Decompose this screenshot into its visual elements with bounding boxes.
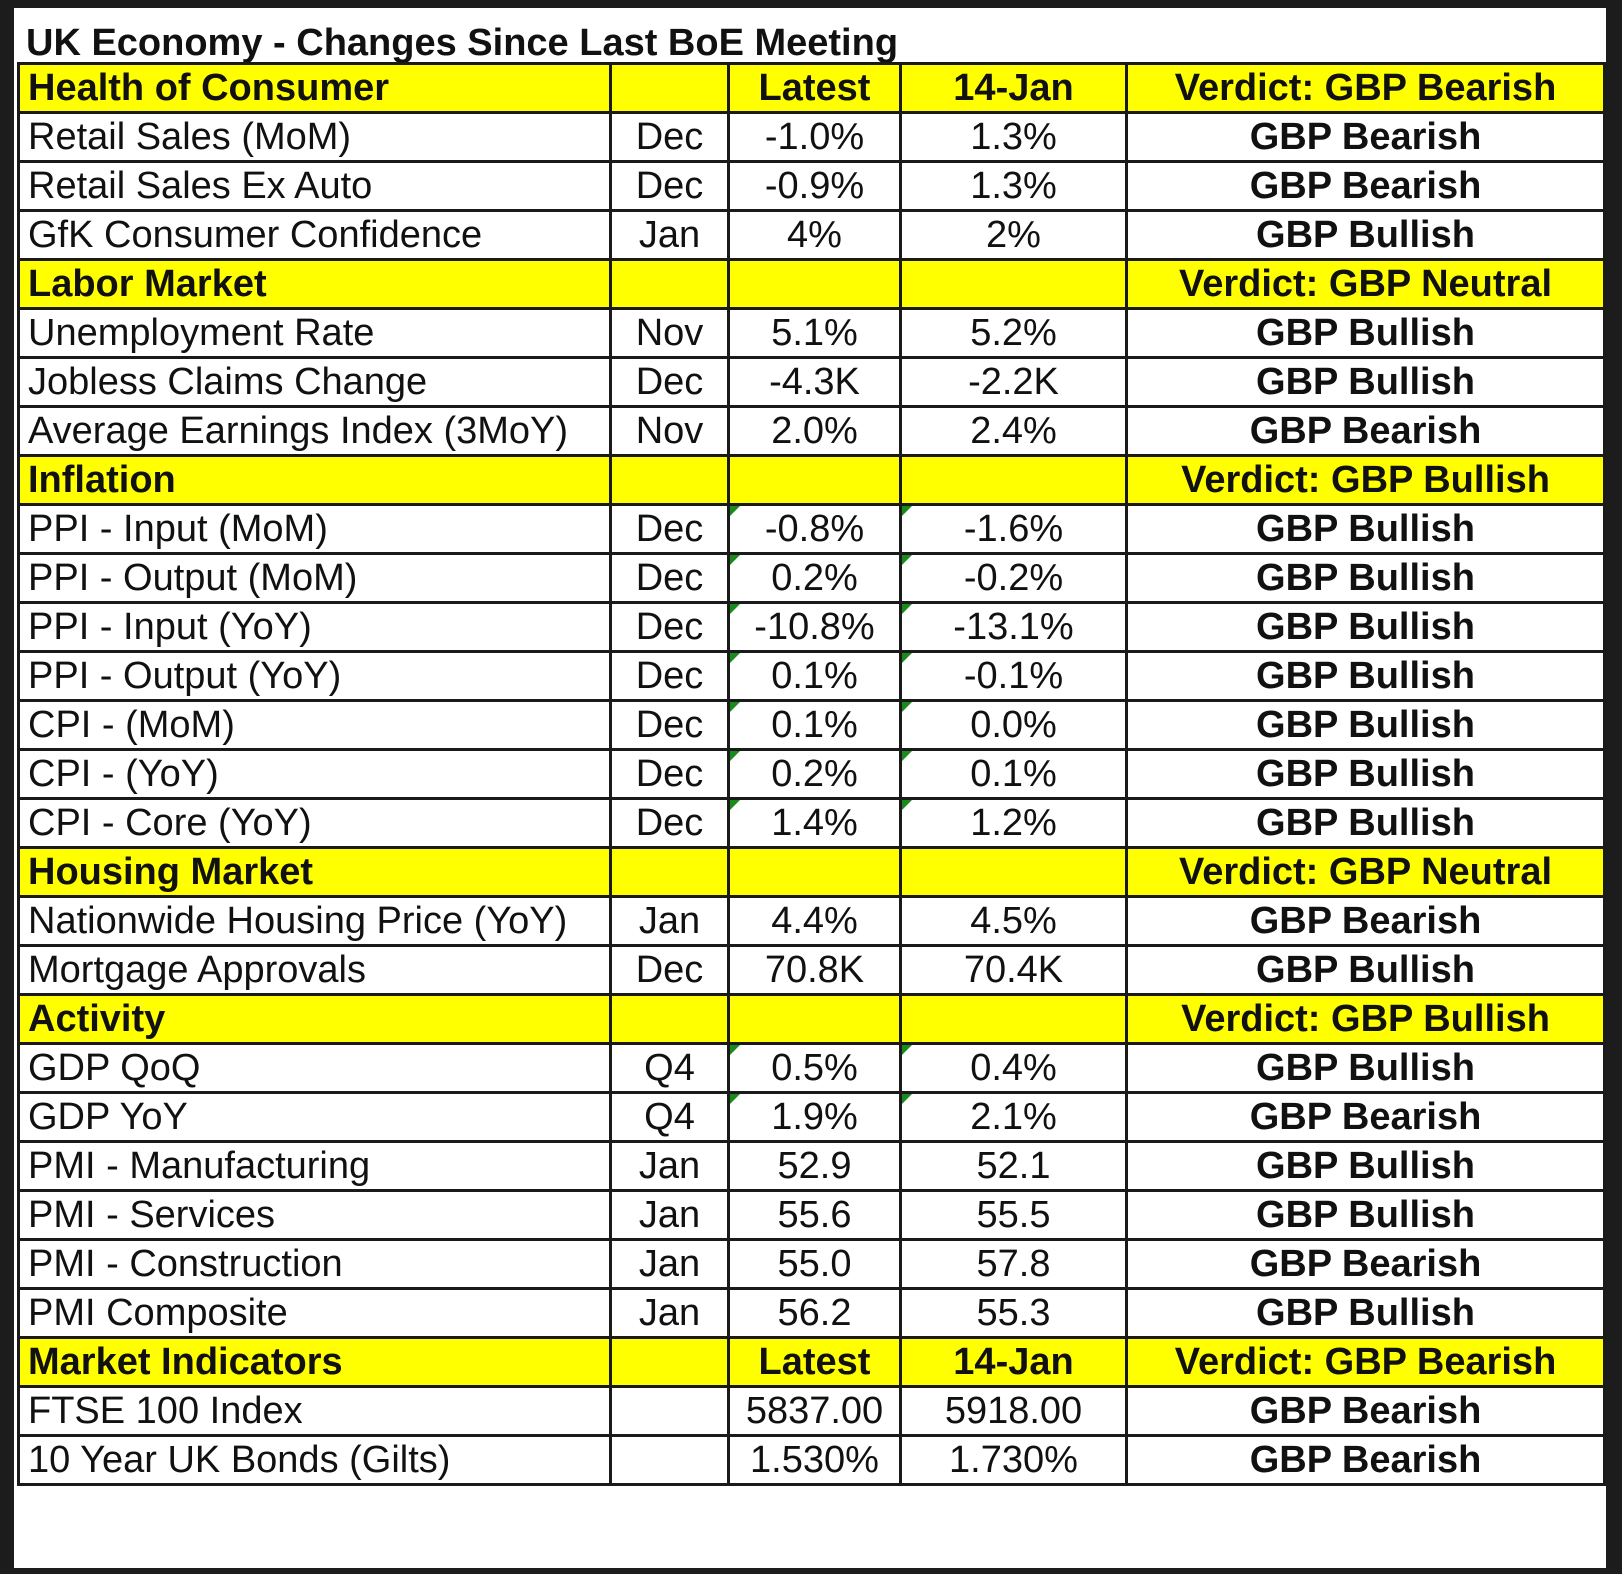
table-row [19, 1093, 1605, 1142]
period-cell [611, 1436, 729, 1485]
table-row [19, 1044, 1605, 1093]
previous-value-cell: 1.730% [901, 1436, 1127, 1485]
period-cell: Nov [611, 407, 729, 456]
previous-value-cell: 70.4K [901, 946, 1127, 995]
previous-value-cell: 2% [901, 211, 1127, 260]
latest-value-cell: -10.8% [729, 603, 901, 652]
verdict-cell: GBP Bullish [1127, 554, 1605, 603]
table-row [19, 652, 1605, 701]
latest-value-cell: 0.1% [729, 652, 901, 701]
latest-value-cell: -4.3K [729, 358, 901, 407]
previous-value-cell: 0.0% [901, 701, 1127, 750]
previous-value-cell: 52.1 [901, 1142, 1127, 1191]
latest-value-cell: 0.5% [729, 1044, 901, 1093]
table-row [19, 1436, 1605, 1485]
period-cell: Dec [611, 946, 729, 995]
latest-value-cell: -0.9% [729, 162, 901, 211]
period-cell [611, 1387, 729, 1436]
section-indicator-name-cell: Labor Market [19, 260, 611, 309]
table-row [19, 701, 1605, 750]
indicator-name-cell: PMI - Services [19, 1191, 611, 1240]
period-cell: Dec [611, 162, 729, 211]
verdict-cell: GBP Bearish [1127, 1240, 1605, 1289]
verdict-cell: GBP Bullish [1127, 701, 1605, 750]
period-cell: Q4 [611, 1044, 729, 1093]
period-cell: Dec [611, 603, 729, 652]
indicator-name-cell: PPI - Output (YoY) [19, 652, 611, 701]
indicator-name-cell: Retail Sales (MoM) [19, 113, 611, 162]
latest-value-cell: 1.530% [729, 1436, 901, 1485]
spreadsheet-image [14, 8, 1606, 1568]
indicator-name-cell: PPI - Input (YoY) [19, 603, 611, 652]
previous-value-cell: 1.3% [901, 113, 1127, 162]
section-header-row [19, 1338, 1605, 1387]
indicator-name-cell: PMI - Construction [19, 1240, 611, 1289]
section-latest-value-cell [729, 456, 901, 505]
section-verdict-cell: Verdict: GBP Neutral [1127, 260, 1605, 309]
verdict-cell: GBP Bullish [1127, 799, 1605, 848]
indicator-name-cell: Retail Sales Ex Auto [19, 162, 611, 211]
page-title: UK Economy - Changes Since Last BoE Meeting [26, 22, 899, 64]
verdict-cell: GBP Bearish [1127, 113, 1605, 162]
period-cell: Nov [611, 309, 729, 358]
verdict-cell: GBP Bullish [1127, 1142, 1605, 1191]
section-previous-value-cell: 14-Jan [901, 64, 1127, 113]
indicator-name-cell: CPI - (YoY) [19, 750, 611, 799]
section-indicator-name-cell: Health of Consumer [19, 64, 611, 113]
verdict-cell: GBP Bullish [1127, 1191, 1605, 1240]
section-previous-value-cell [901, 848, 1127, 897]
previous-value-cell: 2.1% [901, 1093, 1127, 1142]
table-row [19, 1387, 1605, 1436]
period-cell: Dec [611, 652, 729, 701]
verdict-cell: GBP Bearish [1127, 1093, 1605, 1142]
previous-value-cell: -0.1% [901, 652, 1127, 701]
latest-value-cell: 52.9 [729, 1142, 901, 1191]
section-period-cell [611, 995, 729, 1044]
section-period-cell [611, 1338, 729, 1387]
previous-value-cell: 1.3% [901, 162, 1127, 211]
period-cell: Dec [611, 554, 729, 603]
section-verdict-cell: Verdict: GBP Neutral [1127, 848, 1605, 897]
latest-value-cell: 56.2 [729, 1289, 901, 1338]
section-latest-value-cell [729, 995, 901, 1044]
section-header-row [19, 848, 1605, 897]
table-row [19, 1142, 1605, 1191]
indicator-name-cell: GfK Consumer Confidence [19, 211, 611, 260]
indicator-name-cell: CPI - Core (YoY) [19, 799, 611, 848]
verdict-cell: GBP Bearish [1127, 407, 1605, 456]
period-cell: Dec [611, 701, 729, 750]
table-row [19, 1289, 1605, 1338]
previous-value-cell: -2.2K [901, 358, 1127, 407]
period-cell: Jan [611, 211, 729, 260]
latest-value-cell: 0.2% [729, 750, 901, 799]
verdict-cell: GBP Bullish [1127, 1044, 1605, 1093]
section-latest-value-cell: Latest [729, 1338, 901, 1387]
latest-value-cell: 4.4% [729, 897, 901, 946]
section-period-cell [611, 848, 729, 897]
section-previous-value-cell: 14-Jan [901, 1338, 1127, 1387]
indicator-name-cell: CPI - (MoM) [19, 701, 611, 750]
indicator-name-cell: PPI - Input (MoM) [19, 505, 611, 554]
table-row [19, 162, 1605, 211]
latest-value-cell: -1.0% [729, 113, 901, 162]
previous-value-cell: 5.2% [901, 309, 1127, 358]
table-row [19, 211, 1605, 260]
verdict-cell: GBP Bullish [1127, 309, 1605, 358]
indicator-name-cell: 10 Year UK Bonds (Gilts) [19, 1436, 611, 1485]
verdict-cell: GBP Bullish [1127, 1289, 1605, 1338]
section-period-cell [611, 456, 729, 505]
period-cell: Jan [611, 1240, 729, 1289]
period-cell: Jan [611, 897, 729, 946]
latest-value-cell: 2.0% [729, 407, 901, 456]
previous-value-cell: 5918.00 [901, 1387, 1127, 1436]
section-verdict-cell: Verdict: GBP Bullish [1127, 456, 1605, 505]
section-header-row [19, 64, 1605, 113]
section-verdict-cell: Verdict: GBP Bullish [1127, 995, 1605, 1044]
latest-value-cell: 0.1% [729, 701, 901, 750]
section-latest-value-cell [729, 848, 901, 897]
latest-value-cell: 5.1% [729, 309, 901, 358]
latest-value-cell: 0.2% [729, 554, 901, 603]
period-cell: Jan [611, 1289, 729, 1338]
latest-value-cell: 1.4% [729, 799, 901, 848]
table-row [19, 603, 1605, 652]
table-row [19, 505, 1605, 554]
indicator-name-cell: Jobless Claims Change [19, 358, 611, 407]
latest-value-cell: 70.8K [729, 946, 901, 995]
table-row [19, 946, 1605, 995]
previous-value-cell: 55.5 [901, 1191, 1127, 1240]
table-row [19, 554, 1605, 603]
section-period-cell [611, 260, 729, 309]
section-verdict-cell: Verdict: GBP Bearish [1127, 1338, 1605, 1387]
previous-value-cell: 0.4% [901, 1044, 1127, 1093]
verdict-cell: GBP Bullish [1127, 505, 1605, 554]
period-cell: Dec [611, 750, 729, 799]
previous-value-cell: -13.1% [901, 603, 1127, 652]
period-cell: Jan [611, 1191, 729, 1240]
verdict-cell: GBP Bullish [1127, 652, 1605, 701]
period-cell: Dec [611, 113, 729, 162]
period-cell: Dec [611, 358, 729, 407]
indicator-name-cell: GDP YoY [19, 1093, 611, 1142]
section-indicator-name-cell: Activity [19, 995, 611, 1044]
indicator-name-cell: GDP QoQ [19, 1044, 611, 1093]
indicator-name-cell: Unemployment Rate [19, 309, 611, 358]
period-cell: Jan [611, 1142, 729, 1191]
table-row [19, 799, 1605, 848]
table-body [19, 64, 1605, 1485]
period-cell: Dec [611, 505, 729, 554]
indicator-name-cell: PMI Composite [19, 1289, 611, 1338]
previous-value-cell: 57.8 [901, 1240, 1127, 1289]
section-indicator-name-cell: Inflation [19, 456, 611, 505]
latest-value-cell: 1.9% [729, 1093, 901, 1142]
section-latest-value-cell [729, 260, 901, 309]
section-indicator-name-cell: Housing Market [19, 848, 611, 897]
latest-value-cell: -0.8% [729, 505, 901, 554]
previous-value-cell: 2.4% [901, 407, 1127, 456]
section-previous-value-cell [901, 995, 1127, 1044]
previous-value-cell: 0.1% [901, 750, 1127, 799]
table-row [19, 309, 1605, 358]
section-previous-value-cell [901, 260, 1127, 309]
indicator-name-cell: PMI - Manufacturing [19, 1142, 611, 1191]
table-row [19, 1191, 1605, 1240]
period-cell: Q4 [611, 1093, 729, 1142]
indicator-name-cell: Nationwide Housing Price (YoY) [19, 897, 611, 946]
section-indicator-name-cell: Market Indicators [19, 1338, 611, 1387]
table-row [19, 358, 1605, 407]
previous-value-cell: 1.2% [901, 799, 1127, 848]
table-row [19, 407, 1605, 456]
latest-value-cell: 5837.00 [729, 1387, 901, 1436]
indicator-name-cell: PPI - Output (MoM) [19, 554, 611, 603]
section-header-row [19, 260, 1605, 309]
latest-value-cell: 4% [729, 211, 901, 260]
indicator-name-cell: Average Earnings Index (3MoY) [19, 407, 611, 456]
economy-table [17, 62, 1606, 1486]
verdict-cell: GBP Bullish [1127, 358, 1605, 407]
verdict-cell: GBP Bearish [1127, 1436, 1605, 1485]
latest-value-cell: 55.0 [729, 1240, 901, 1289]
previous-value-cell: 55.3 [901, 1289, 1127, 1338]
previous-value-cell: -0.2% [901, 554, 1127, 603]
table-row [19, 113, 1605, 162]
verdict-cell: GBP Bullish [1127, 946, 1605, 995]
verdict-cell: GBP Bullish [1127, 603, 1605, 652]
section-previous-value-cell [901, 456, 1127, 505]
section-verdict-cell: Verdict: GBP Bearish [1127, 64, 1605, 113]
table-row [19, 750, 1605, 799]
verdict-cell: GBP Bearish [1127, 1387, 1605, 1436]
section-header-row [19, 456, 1605, 505]
table-row [19, 1240, 1605, 1289]
section-header-row [19, 995, 1605, 1044]
table-row [19, 897, 1605, 946]
verdict-cell: GBP Bullish [1127, 211, 1605, 260]
verdict-cell: GBP Bearish [1127, 162, 1605, 211]
section-latest-value-cell: Latest [729, 64, 901, 113]
verdict-cell: GBP Bearish [1127, 897, 1605, 946]
previous-value-cell: -1.6% [901, 505, 1127, 554]
latest-value-cell: 55.6 [729, 1191, 901, 1240]
period-cell: Dec [611, 799, 729, 848]
verdict-cell: GBP Bullish [1127, 750, 1605, 799]
indicator-name-cell: FTSE 100 Index [19, 1387, 611, 1436]
indicator-name-cell: Mortgage Approvals [19, 946, 611, 995]
previous-value-cell: 4.5% [901, 897, 1127, 946]
section-period-cell [611, 64, 729, 113]
